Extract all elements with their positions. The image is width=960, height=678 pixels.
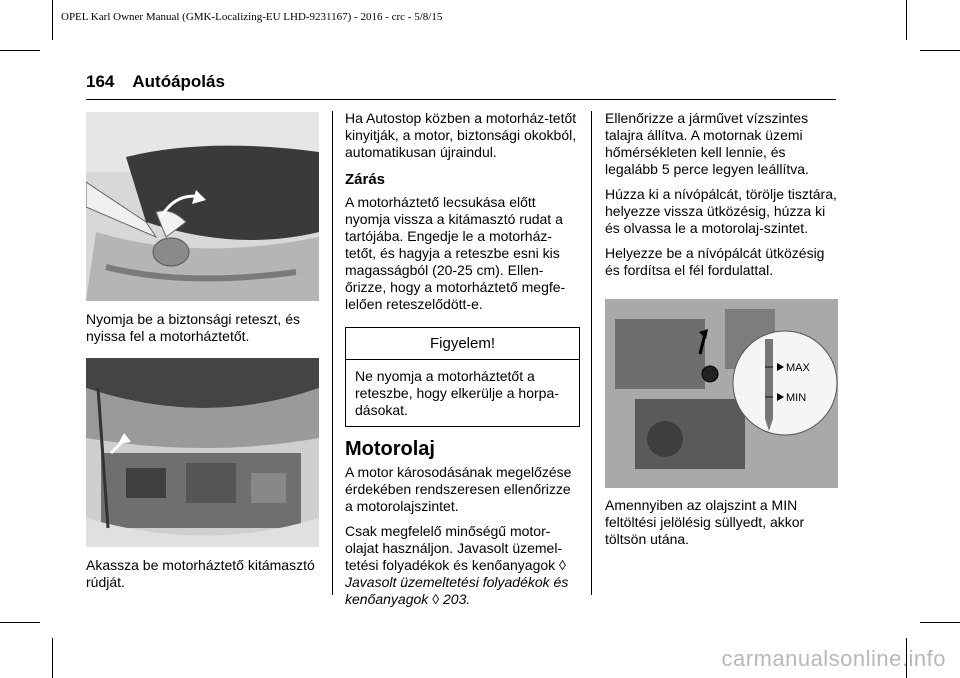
column-1-text-a — [86, 311, 321, 353]
level-check-conditions: Ellenőrizze a járművet vízszintes talajra állítva. A motornak üzemi hőmérsékleten kell lennie, és legalább 5 perce legyen leállítva. — [605, 110, 809, 177]
dipstick-read-steps: Húzza ki a nívópálcát, törölje tisztára, helyezze vissza ütközésig, húzza ki és olvassa le a motorolaj-szintet. — [605, 186, 837, 236]
column-1-text-b — [86, 557, 321, 599]
section-title: Autóápolás — [132, 72, 225, 91]
dipstick-max-label: MAX — [786, 362, 810, 374]
page-number: 164 — [86, 72, 115, 91]
column-divider — [591, 111, 592, 595]
title-rule — [86, 99, 836, 100]
column-3-text-b — [605, 497, 840, 556]
crop-mark — [0, 622, 40, 623]
crop-mark — [920, 622, 960, 623]
engine-oil-heading: Motorolaj — [345, 438, 435, 460]
dipstick-min-label: MIN — [786, 392, 807, 404]
autostop-note: Ha Autostop közben a motorház-tetőt kinyitják, a motor, biztonsági okokból, automatikusan újraindul. — [345, 110, 577, 160]
crop-mark — [52, 0, 53, 40]
refill-instruction: Amennyiben az olajszint a MIN feltöltési jelölésig süllyedt, akkor töltsön utána. — [605, 497, 805, 547]
reference-icon: ◊ — [559, 557, 566, 573]
crop-mark — [0, 50, 40, 51]
reference-page[interactable]: 203. — [443, 591, 471, 607]
closing-text: A motorháztető lecsukása előtt nyomja vissza a kitámasztó rudat a tartójába. Engedje le a motorház-tetőt, és hagyja a reteszbe esni kis magasságból (20-25 cm). Ellen-őrizze, hogy a motorháztető megfe-lelően reteszelődött-e. — [345, 194, 566, 312]
caption-hood-prop: Akassza be motorháztető kitámasztó rúdját. — [86, 557, 315, 590]
watermark: carmanualsonline.info — [721, 646, 946, 671]
dipstick-insert-step: Helyezze be a nívópálcát ütközésig és fordítsa el fél fordulattal. — [605, 245, 825, 278]
document-header: OPEL Karl Owner Manual (GMK-Localizing-EU LHD-9231167) - 2016 - crc - 5/8/15 — [61, 11, 443, 23]
reference-link[interactable]: Javasolt üzemeltetési folyadékok és kenőanyagok — [345, 574, 569, 607]
page-title — [86, 72, 243, 92]
column-2 — [345, 110, 580, 616]
dipstick-image — [605, 299, 838, 488]
caption-hood-release: Nyomja be a biztonsági reteszt, és nyissa fel a motorháztetőt. — [86, 311, 300, 344]
oil-quality-text: Csak megfelelő minőségű motor-olajat használjon. Javasolt üzemel-tetési folyadékok és kenőanyagok ◊ Javasolt üzemeltetési folyadékok és kenőanyagok ◊ 203. — [345, 523, 569, 607]
closing-heading: Zárás — [345, 171, 386, 188]
crop-mark — [52, 638, 53, 678]
hood-prop-image — [86, 358, 319, 547]
crop-mark — [906, 0, 907, 40]
crop-mark — [920, 50, 960, 51]
oil-check-text: A motor károsodásának megelőzése érdekében rendszeresen ellenőrizze a motorolajszintet. — [345, 464, 572, 514]
warning-text: Ne nyomja a motorháztetőt a reteszbe, hogy elkerülje a horpa-dásokat. — [355, 368, 559, 418]
reference-icon: ◊ — [432, 591, 440, 607]
hood-release-image — [86, 112, 319, 301]
warning-title: Figyelem! — [346, 328, 579, 360]
column-3-text-a — [605, 110, 840, 287]
column-divider — [332, 111, 333, 595]
warning-box — [345, 327, 580, 427]
